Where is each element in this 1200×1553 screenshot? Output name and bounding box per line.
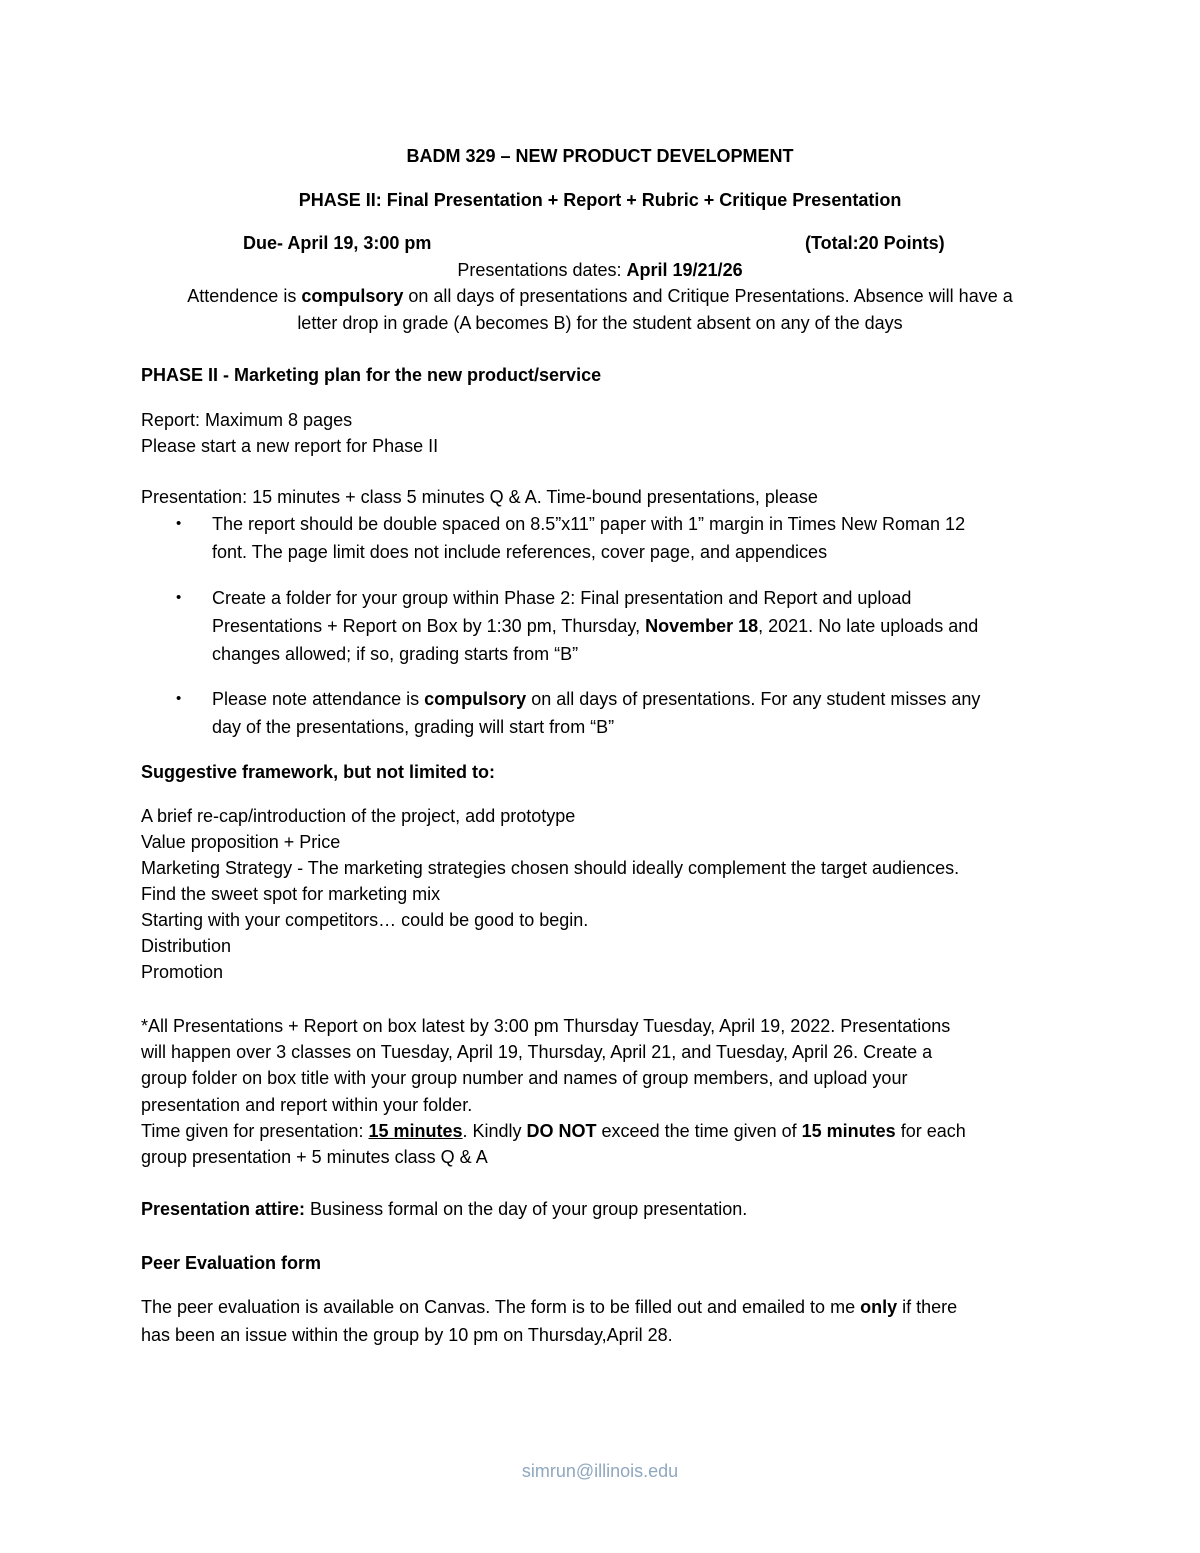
course-title: BADM 329 – NEW PRODUCT DEVELOPMENT [406, 146, 794, 166]
submission-line-2: will happen over 3 classes on Tuesday, April 19, Thursday, April 21, and Tuesday, April 26. Create a [141, 1042, 933, 1062]
peer-evaluation-heading: Peer Evaluation form [141, 1253, 322, 1273]
peer-text-c: if there [897, 1297, 958, 1317]
presentation-dates-label: Presentations dates: [457, 260, 627, 280]
bullet-3-compulsory: compulsory [424, 689, 527, 709]
presentation-dates-value: April 19/21/26 [626, 260, 743, 280]
bullet-marker: • [176, 589, 182, 606]
presentation-time: Presentation: 15 minutes + class 5 minutes Q & A. Time-bound presentations, please [141, 487, 818, 507]
peer-evaluation-line-2: has been an issue within the group by 10 pm on Thursday,April 28. [141, 1325, 673, 1345]
time-limit-value-2: 15 minutes [801, 1121, 896, 1141]
attendance-text-c: on all days of presentations and Critique Presentations. Absence will have a [403, 286, 1013, 306]
attendance-compulsory: compulsory [301, 286, 404, 306]
total-points: (Total:20 Points) [805, 233, 945, 253]
bullet-2-text-a: Presentations + Report on Box by 1:30 pm, Thursday, [212, 616, 646, 636]
framework-item: Starting with your competitors… could be good to begin. [141, 910, 589, 930]
submission-line-4: presentation and report within your folder. [141, 1095, 473, 1115]
report-new: Please start a new report for Phase II [141, 436, 439, 456]
time-limit-text-a: Time given for presentation: [141, 1121, 369, 1141]
submission-line-6: group presentation + 5 minutes class Q & A [141, 1147, 488, 1167]
framework-item: Value proposition + Price [141, 832, 341, 852]
framework-item: Promotion [141, 962, 224, 982]
bullet-3-line-1 [212, 688, 980, 710]
report-max: Report: Maximum 8 pages [141, 410, 353, 430]
submission-line-3: group folder on box title with your group number and names of group members, and upload your [141, 1068, 908, 1088]
peer-evaluation-line-1 [141, 1296, 957, 1318]
framework-heading: Suggestive framework, but not limited to: [141, 762, 496, 782]
bullet-1-line-2: font. The page limit does not include references, cover page, and appendices [212, 542, 828, 562]
bullet-3-text-a: Please note attendance is [212, 689, 425, 709]
bullet-3-line-2: day of the presentations, grading will start from “B” [212, 717, 615, 737]
bullet-2-date: November 18 [645, 616, 759, 636]
attendance-line-1 [0, 285, 1200, 307]
framework-item: Find the sweet spot for marketing mix [141, 884, 441, 904]
attire-text: Business formal on the day of your group presentation. [305, 1199, 748, 1219]
bullet-2-line-2 [212, 615, 978, 637]
footer-email: simrun@illinois.edu [521, 1461, 679, 1481]
due-date: Due- April 19, 3:00 pm [243, 233, 432, 253]
framework-item: Distribution [141, 936, 232, 956]
presentation-attire [141, 1198, 747, 1220]
presentation-dates [0, 259, 1200, 281]
bullet-2-line-1: Create a folder for your group within Phase 2: Final presentation and Report and upload [212, 588, 912, 608]
do-not-emphasis: DO NOT [526, 1121, 597, 1141]
phase2-heading: PHASE II - Marketing plan for the new product/service [141, 365, 602, 385]
bullet-1-line-1: The report should be double spaced on 8.5”x11” paper with 1” margin in Times New Roman 12 [212, 514, 966, 534]
framework-item: Marketing Strategy - The marketing strategies chosen should ideally complement the target audiences. [141, 858, 960, 878]
time-limit-text-g: for each [895, 1121, 966, 1141]
attire-label: Presentation attire: [141, 1199, 306, 1219]
bullet-marker: • [176, 690, 182, 707]
presentation-time-limit [141, 1120, 966, 1142]
peer-only: only [860, 1297, 898, 1317]
submission-line-1: *All Presentations + Report on box latest by 3:00 pm Thursday Tuesday, April 19, 2022. Presentations [141, 1016, 951, 1036]
bullet-2-line-3: changes allowed; if so, grading starts from “B” [212, 644, 579, 664]
time-limit-text-e: exceed the time given of [596, 1121, 802, 1141]
peer-text-a: The peer evaluation is available on Canvas. The form is to be filled out and emailed to me [141, 1297, 861, 1317]
bullet-marker: • [176, 515, 182, 532]
attendance-text-a: Attendence is [187, 286, 302, 306]
time-limit-value: 15 minutes [368, 1121, 463, 1141]
bullet-3-text-c: on all days of presentations. For any student misses any [526, 689, 981, 709]
attendance-line-2: letter drop in grade (A becomes B) for the student absent on any of the days [297, 313, 903, 333]
phase-title: PHASE II: Final Presentation + Report + Rubric + Critique Presentation [298, 190, 902, 210]
framework-item: A brief re-cap/introduction of the project, add prototype [141, 806, 576, 826]
time-limit-text-c: . Kindly [462, 1121, 527, 1141]
bullet-2-text-c: , 2021. No late uploads and [758, 616, 979, 636]
